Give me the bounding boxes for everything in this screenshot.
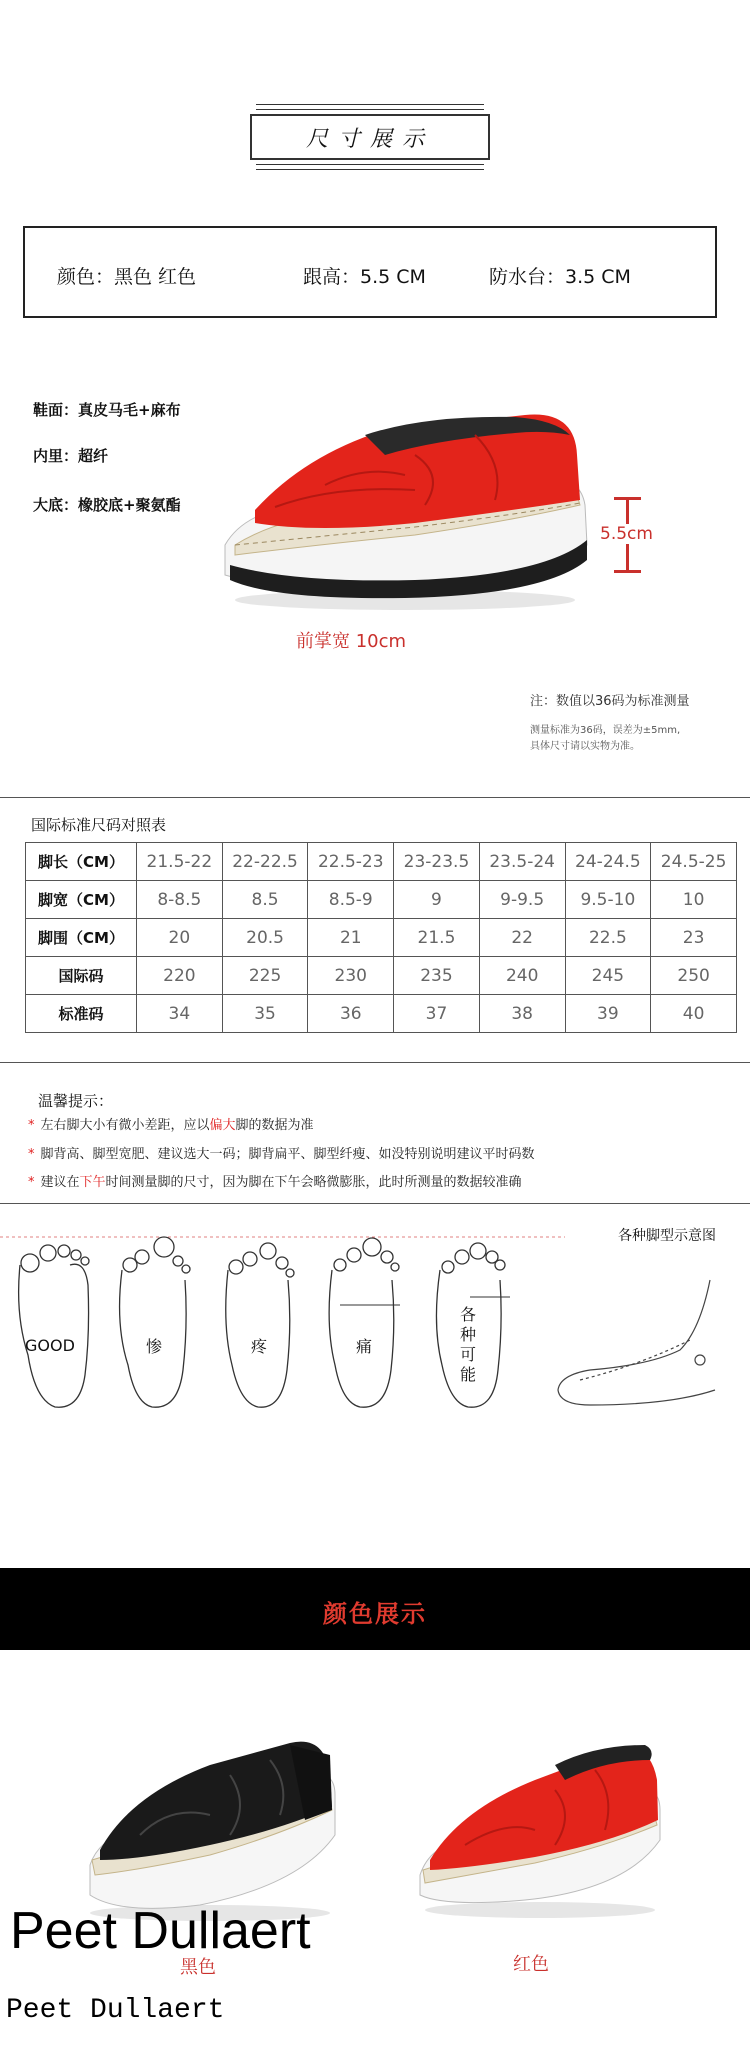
color-label-black: 黑色 — [180, 1957, 216, 1978]
color-label-red: 红色 — [513, 1954, 549, 1975]
size-cell: 240 — [479, 957, 565, 995]
watermark-small: Peet Dullaert — [6, 1995, 225, 2026]
tip-1: * 左右脚大小有微小差距，应以偏大脚的数据为准 — [28, 1118, 314, 1133]
foot-types-title: 各种脚型示意图 — [618, 1228, 716, 1244]
red-shoe-image — [415, 1735, 665, 1920]
size-cell: 39 — [565, 995, 651, 1033]
foot-label-bad: 惨 — [146, 1337, 163, 1356]
size-row-label: 国际码 — [26, 957, 137, 995]
material-upper: 鞋面：真皮马毛+麻布 — [33, 401, 181, 419]
size-cell: 24.5-25 — [651, 843, 737, 881]
size-cell: 235 — [394, 957, 480, 995]
size-cell: 9.5-10 — [565, 881, 651, 919]
size-cell: 10 — [651, 881, 737, 919]
size-cell: 35 — [222, 995, 308, 1033]
size-row-label: 标准码 — [26, 995, 137, 1033]
divider — [0, 1062, 750, 1063]
tips-title: 温馨提示： — [38, 1092, 114, 1110]
material-lining: 内里：超纤 — [33, 447, 109, 465]
size-row-label: 脚长（CM） — [26, 843, 137, 881]
size-cell: 245 — [565, 957, 651, 995]
watermark-large: Peet Dullaert — [10, 1902, 311, 1960]
foot-label-good: GOOD — [25, 1336, 75, 1355]
size-cell: 220 — [137, 957, 223, 995]
size-cell: 23.5-24 — [479, 843, 565, 881]
divider — [0, 797, 750, 798]
size-cell: 23-23.5 — [394, 843, 480, 881]
size-table — [25, 842, 737, 1033]
size-cell: 36 — [308, 995, 394, 1033]
size-cell: 9 — [394, 881, 480, 919]
size-cell: 20 — [137, 919, 223, 957]
size-cell: 8.5 — [222, 881, 308, 919]
color-banner-title: 颜色展示 — [323, 1600, 427, 1628]
size-row-label: 脚围（CM） — [26, 919, 137, 957]
size-table-title: 国际标准尺码对照表 — [31, 816, 167, 834]
size-cell: 21.5-22 — [137, 843, 223, 881]
spec-box — [23, 226, 717, 318]
size-cell: 8-8.5 — [137, 881, 223, 919]
size-cell: 38 — [479, 995, 565, 1033]
size-title: 尺寸展示 — [250, 114, 490, 160]
size-table-row — [26, 957, 737, 995]
material-sole: 大底：橡胶底+聚氨酯 — [33, 496, 181, 514]
foot-label-pain: 疼 — [251, 1337, 268, 1356]
size-row-label: 脚宽（CM） — [26, 881, 137, 919]
size-cell: 22 — [479, 919, 565, 957]
size-cell: 34 — [137, 995, 223, 1033]
divider — [0, 1203, 750, 1204]
foot-side-illustration — [550, 1270, 730, 1420]
measure-note-detail: 测量标准为36码，误差为±5mm, 具体尺寸请以实物为准。 — [530, 725, 681, 752]
size-cell: 230 — [308, 957, 394, 995]
size-cell: 21.5 — [394, 919, 480, 957]
size-title-frame — [250, 104, 490, 170]
size-cell: 22.5-23 — [308, 843, 394, 881]
size-cell: 9-9.5 — [479, 881, 565, 919]
size-table-row — [26, 919, 737, 957]
size-cell: 250 — [651, 957, 737, 995]
size-cell: 22.5 — [565, 919, 651, 957]
forefoot-width-label: 前掌宽 10cm — [296, 631, 407, 652]
size-cell: 20.5 — [222, 919, 308, 957]
foot-label-possible: 各种可能 — [460, 1305, 477, 1384]
spec-heel-height: 跟高：5.5 CM — [303, 266, 426, 288]
size-cell: 21 — [308, 919, 394, 957]
size-table-row — [26, 995, 737, 1033]
size-cell: 23 — [651, 919, 737, 957]
tip-2: * 脚背高、脚型宽肥、建议选大一码；脚背扁平、脚型纤瘦、如没特别说明建议平时码数 — [28, 1147, 535, 1162]
red-shoe-side-image — [215, 395, 595, 615]
color-banner — [0, 1568, 750, 1650]
heel-height-marker — [600, 497, 678, 573]
spec-platform-height: 防水台：3.5 CM — [489, 266, 631, 288]
size-table-row — [26, 843, 737, 881]
size-cell: 22-22.5 — [222, 843, 308, 881]
foot-label-hurt: 痛 — [356, 1337, 373, 1356]
black-shoe-image — [80, 1735, 340, 1925]
tip-3: * 建议在下午时间测量脚的尺寸，因为脚在下午会略微膨胀，此时所测量的数据较准确 — [28, 1175, 522, 1190]
size-cell: 8.5-9 — [308, 881, 394, 919]
size-cell: 24-24.5 — [565, 843, 651, 881]
foot-type-illustrations — [0, 1225, 570, 1425]
size-cell: 37 — [394, 995, 480, 1033]
heel-height-label: 5.5cm — [600, 524, 653, 544]
size-table-row — [26, 881, 737, 919]
size-cell: 40 — [651, 995, 737, 1033]
spec-color: 颜色：黑色 红色 — [57, 266, 197, 288]
size-cell: 225 — [222, 957, 308, 995]
measure-note: 注：数值以36码为标准测量 — [530, 694, 690, 709]
